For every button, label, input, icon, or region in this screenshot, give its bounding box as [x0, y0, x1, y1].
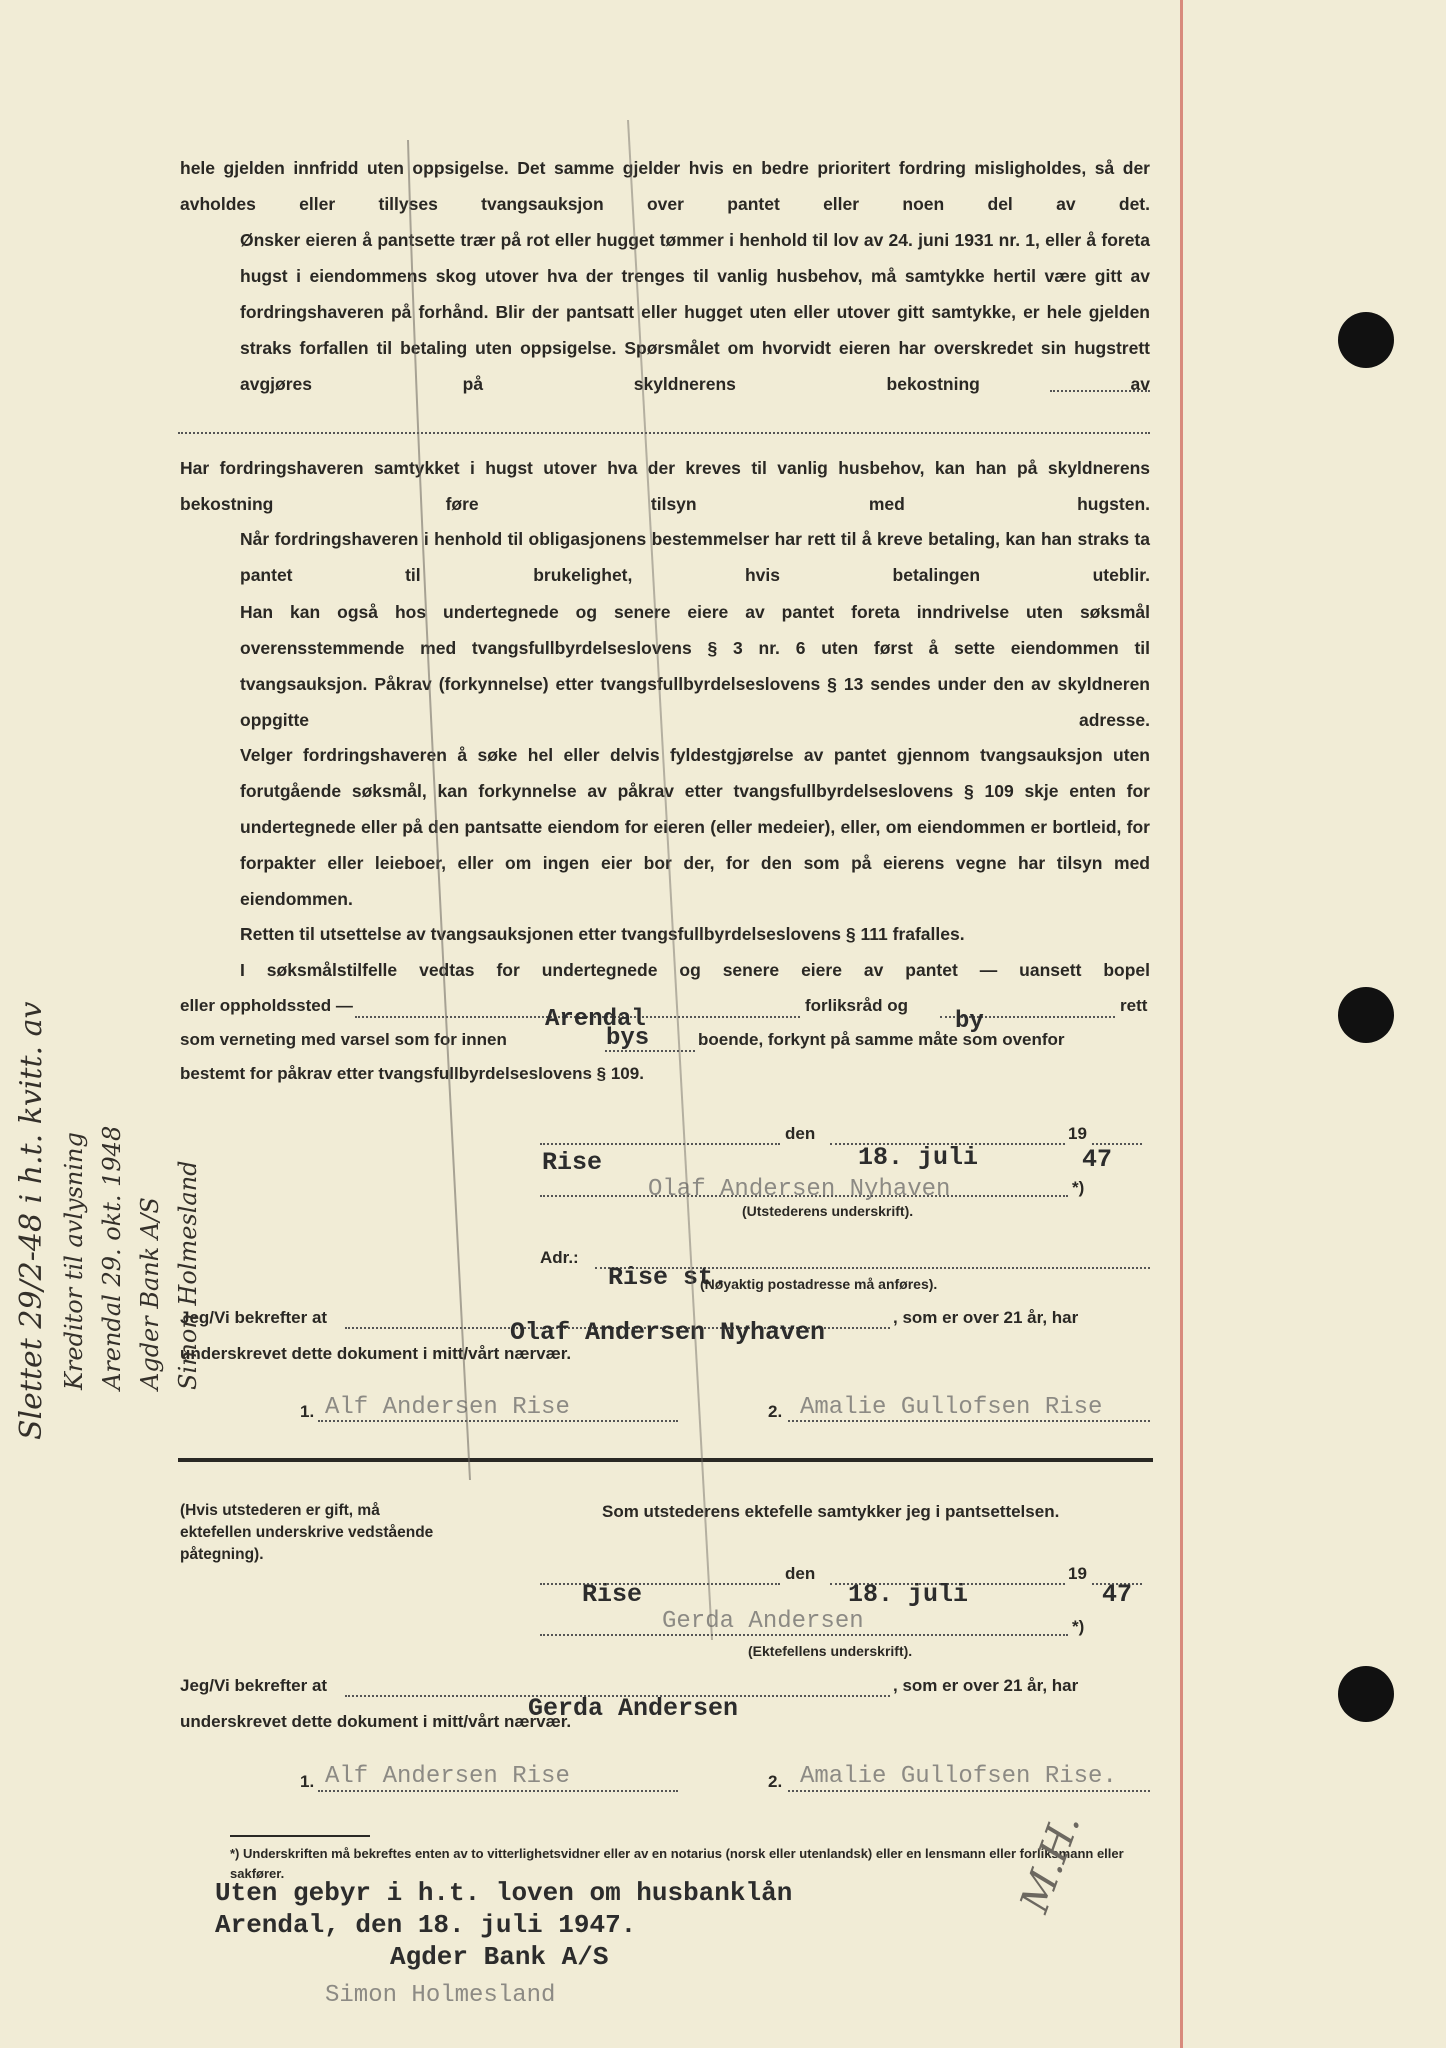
paragraph-7: Retten til utsettelse av tvangsauksjonen etter tvangsfullbyrdelseslovens § 111 frafalles.: [240, 924, 965, 944]
signer-caption: (Utstederens underskrift).: [742, 1203, 914, 1219]
margin-note-line-4: Agder Bank A/S: [136, 1197, 164, 1390]
confirm-text-a: Jeg/Vi bekrefter at: [180, 1308, 328, 1327]
venue-line-2b: boende, forkynt på samme måte som ovenfor: [698, 1030, 1065, 1049]
margin-note-line-5: Simon Holmesland: [174, 1160, 202, 1390]
venue-type-typed-2: bys: [606, 1025, 650, 1052]
venue-place-typed: Arendal: [545, 1006, 646, 1033]
spouse-caption: (Ektefellens underskrift).: [748, 1643, 913, 1659]
spouse-note: (Hvis utstederen er gift, må ektefellen underskrive vedstående påtegning).: [180, 1502, 434, 1563]
initials-signature: M.H.: [1011, 1807, 1090, 1919]
paragraph-1: hele gjelden innfridd uten oppsigelse. Det samme gjelder hvis en bedre prioritert fordring misligholdes, så der avholdes eller tillyses tvangsauksjon over pantet eller noen del av det.: [180, 158, 1150, 214]
stamp-line-2: Arendal, den 18. juli 1947.: [215, 1910, 637, 1940]
confirm-text-b-2: , som er over 21 år, har: [893, 1676, 1079, 1695]
paragraph-6: Velger fordringshaveren å søke hel eller delvis fyldestgjørelse av pantet gjennom tvangsauksjon uten forutgående søksmål, kan forkynnelse av påkrav etter tvangsfullbyrdelseslovens § 109 skje enten for undertegnede eller på den pantsatte eiendom for eieren (eller medeier), eller, om eiendommen er bortleid, for forpakter eller leieboer, eller om ingen eier bor der, for den som på eierens vegne har tilsyn med eiendommen.: [240, 745, 1150, 909]
witness-1-number: 1.: [300, 1402, 315, 1421]
stamp-signature: Simon Holmesland: [325, 1982, 556, 2009]
witness-1-number-2: 1.: [300, 1772, 315, 1791]
venue-line-1b: forliksråd og: [805, 996, 908, 1015]
witness-1-signature-2: Alf Andersen Rise: [325, 1763, 570, 1790]
witness-1-signature: Alf Andersen Rise: [325, 1394, 570, 1421]
spouse-signature: Gerda Andersen: [662, 1608, 864, 1635]
year-prefix: 19: [1068, 1124, 1087, 1143]
margin-note-line-3: Arendal 29. okt. 1948: [98, 1125, 126, 1390]
place-typed-2: Rise: [582, 1580, 643, 1609]
adr-caption: (Nøyaktig postadresse må anføres).: [700, 1276, 938, 1292]
venue-type-typed: by: [955, 1008, 984, 1035]
venue-line-3: bestemt for påkrav etter tvangsfullbyrdelseslovens § 109.: [180, 1064, 644, 1083]
signer-note-2: *): [1072, 1617, 1085, 1636]
place-typed: Rise: [542, 1148, 603, 1177]
year-typed: 47: [1082, 1145, 1113, 1174]
signer-signature: Olaf Andersen Nyhaven: [648, 1176, 951, 1203]
confirm-name-typed: Olaf Andersen Nyhaven: [510, 1318, 826, 1347]
paragraph-8: I søksmålstilfelle vedtas for undertegnede og senere eiere av pantet — uansett bopel: [240, 960, 1150, 980]
witness-2-signature-2: Amalie Gullofsen Rise.: [800, 1763, 1117, 1790]
year-typed-2: 47: [1102, 1580, 1133, 1609]
address-typed: Rise st.: [608, 1263, 729, 1292]
den-label: den: [785, 1124, 816, 1143]
paragraph-2: Ønsker eieren å pantsette trær på rot eller hugget tømmer i henhold til lov av 24. juni 1931 nr. 1, eller å foreta hugst i eiendommens skog utover hva der trenges til vanlig husbehov, må samtykke hertil være gitt av fordringshaveren på forhånd. Blir der pantsatt eller hugget uten eller utover gitt samtykke, er hele gjelden straks forfallen til betaling uten oppsigelse. Spørsmålet om hvorvidt eieren har overskredet sin hugstrett avgjøres på skyldnerens bekostning av: [240, 230, 1150, 394]
paragraph-3: Har fordringshaveren samtykket i hugst utover hva der kreves til vanlig husbehov, kan han på skyldnerens bekostning føre tilsyn med hugsten.: [180, 458, 1150, 514]
confirm-text-c: underskrevet dette dokument i mitt/vårt nærvær.: [180, 1344, 572, 1363]
year-prefix-2: 19: [1068, 1564, 1087, 1583]
footnote: *) Underskriften må bekreftes enten av to vitterlighetsvidner eller av en notarius (norsk eller utenlandsk) eller en lensmann eller forliksmann eller sakfører.: [230, 1846, 1124, 1881]
date-typed: 18. juli: [858, 1143, 979, 1172]
margin-note-line-2: Kreditor til avlysning: [60, 1132, 88, 1390]
witness-2-number: 2.: [768, 1402, 783, 1421]
stamp-line-3: Agder Bank A/S: [390, 1942, 609, 1972]
stamp-line-1: Uten gebyr i h.t. loven om husbanklån: [215, 1878, 793, 1908]
venue-line-1c: rett: [1120, 996, 1148, 1015]
adr-label: Adr.:: [540, 1248, 579, 1267]
venue-line-2a: som verneting med varsel som for innen: [180, 1030, 507, 1049]
margin-note-line-1: Slettet 29/2-48 i h.t. kvitt. av: [14, 1001, 49, 1440]
witness-2-number-2: 2.: [768, 1772, 783, 1791]
spouse-heading: Som utstederens ektefelle samtykker jeg i pantsettelsen.: [602, 1502, 1060, 1521]
paragraph-4: Når fordringshaveren i henhold til obligasjonens bestemmelser har rett til å kreve betaling, kan han straks ta pantet til brukelighet, hvis betalingen uteblir.: [240, 529, 1150, 585]
confirm-text-b: , som er over 21 år, har: [893, 1308, 1079, 1327]
venue-line-1a: eller oppholdssted —: [180, 996, 353, 1015]
paragraph-5: Han kan også hos undertegnede og senere eiere av pantet foreta inndrivelse uten søksmål overensstemmende med tvangsfullbyrdelseslovens § 3 nr. 6 uten først å sette eiendommen til tvangsauksjon. Påkrav (forkynnelse) etter tvangsfullbyrdelseslovens § 13 sendes under den av skyldneren oppgitte adresse.: [240, 602, 1150, 730]
confirm-text-c-2: underskrevet dette dokument i mitt/vårt nærvær.: [180, 1712, 572, 1731]
date-typed-2: 18. juli: [848, 1580, 969, 1609]
den-label-2: den: [785, 1564, 816, 1583]
confirm-name-typed-2: Gerda Andersen: [528, 1694, 739, 1723]
witness-2-signature: Amalie Gullofsen Rise: [800, 1394, 1103, 1421]
signer-note: *): [1072, 1178, 1085, 1197]
confirm-text-a-2: Jeg/Vi bekrefter at: [180, 1676, 328, 1695]
